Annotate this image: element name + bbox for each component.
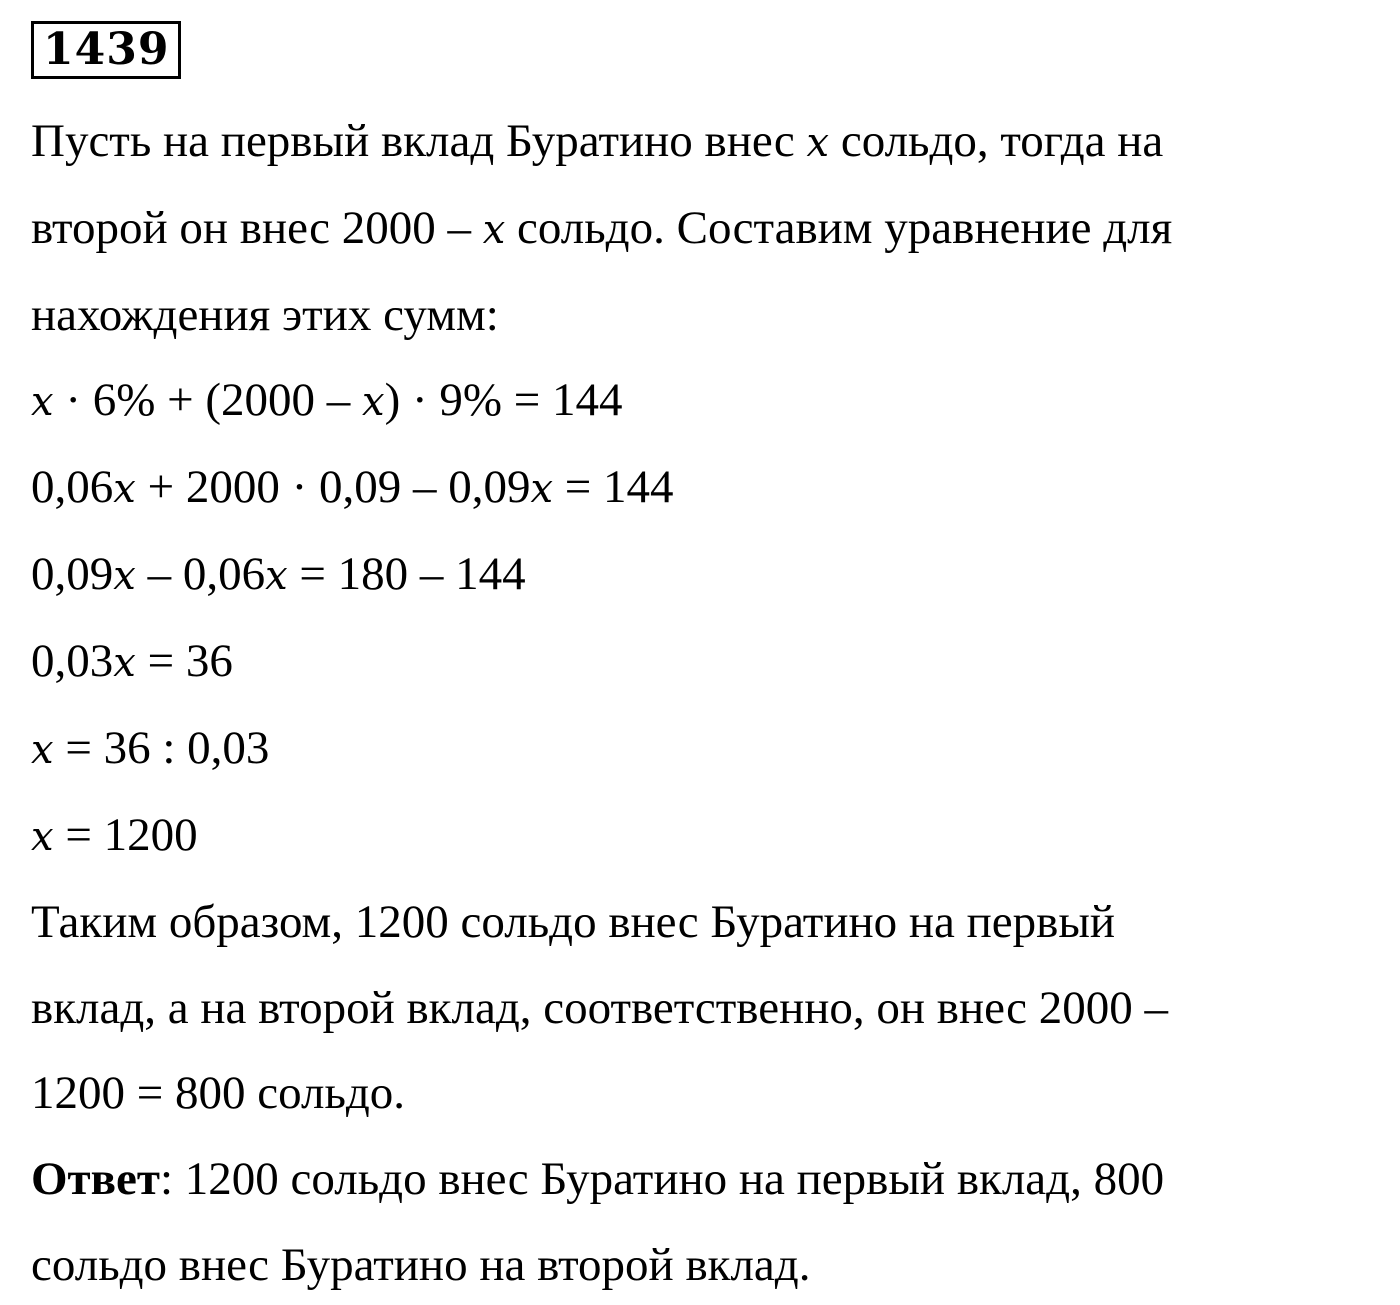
- variable-x: x: [530, 466, 554, 512]
- answer-label: Ответ: [31, 1153, 160, 1205]
- equation-2-part-1: 0,06: [31, 461, 114, 513]
- intro-line-3: нахождения этих сумм:: [31, 289, 499, 341]
- conclusion-line-1: Таким образом, 1200 сольдо внес Буратино на первый: [31, 896, 1116, 948]
- equation-1-part-2: ) · 9% = 144: [384, 374, 623, 426]
- equation-3-part-3: = 180 – 144: [287, 548, 526, 600]
- variable-x: x: [31, 727, 54, 773]
- intro-line-1: [31, 111, 1163, 173]
- conclusion-line-2: вклад, а на второй вклад, соответственно, он внес 2000 –: [31, 982, 1169, 1034]
- equation-6-part-1: = 1200: [53, 809, 198, 861]
- equation-3: [31, 544, 526, 606]
- variable-x: x: [482, 207, 506, 253]
- equation-3-part-2: – 0,06: [135, 548, 266, 600]
- equation-3-part-1: 0,09: [31, 548, 114, 600]
- variable-x: x: [362, 379, 385, 425]
- equation-2-part-2: + 2000 · 0,09 – 0,09: [135, 461, 531, 513]
- intro-line-1-text-b: сольдо, тогда на: [829, 115, 1164, 167]
- equation-5: [31, 718, 269, 780]
- variable-x: x: [113, 640, 136, 686]
- equation-5-part-1: = 36 : 0,03: [53, 722, 270, 774]
- variable-x: x: [31, 814, 54, 860]
- equation-4-part-1: 0,03: [31, 635, 114, 687]
- conclusion-line-3: 1200 = 800 сольдо.: [31, 1067, 406, 1119]
- variable-x: x: [113, 553, 136, 599]
- problem-number: 1439: [31, 21, 181, 79]
- equation-1-part-1: · 6% + (2000 –: [53, 374, 363, 426]
- intro-line-2-text-b: сольдо. Составим уравнение для: [505, 202, 1173, 254]
- intro-line-2: [31, 198, 1172, 260]
- intro-line-1-text-a: Пусть на первый вклад Буратино внес: [31, 115, 807, 167]
- variable-x: x: [806, 120, 830, 166]
- answer-line-1: [31, 1149, 1164, 1209]
- variable-x: x: [113, 466, 136, 512]
- answer-line-2: сольдо внес Буратино на второй вклад.: [31, 1239, 811, 1291]
- equation-2-part-3: = 144: [553, 461, 674, 513]
- intro-line-2-text-a: второй он внес 2000 –: [31, 202, 483, 254]
- equation-6: [31, 805, 198, 867]
- equation-4-part-2: = 36: [135, 635, 233, 687]
- variable-x: x: [31, 379, 54, 425]
- equation-2: [31, 457, 674, 519]
- answer-line-1-text: : 1200 сольдо внес Буратино на первый вклад, 800: [159, 1153, 1165, 1205]
- equation-1: [31, 370, 623, 432]
- variable-x: x: [265, 553, 288, 599]
- equation-4: [31, 631, 233, 693]
